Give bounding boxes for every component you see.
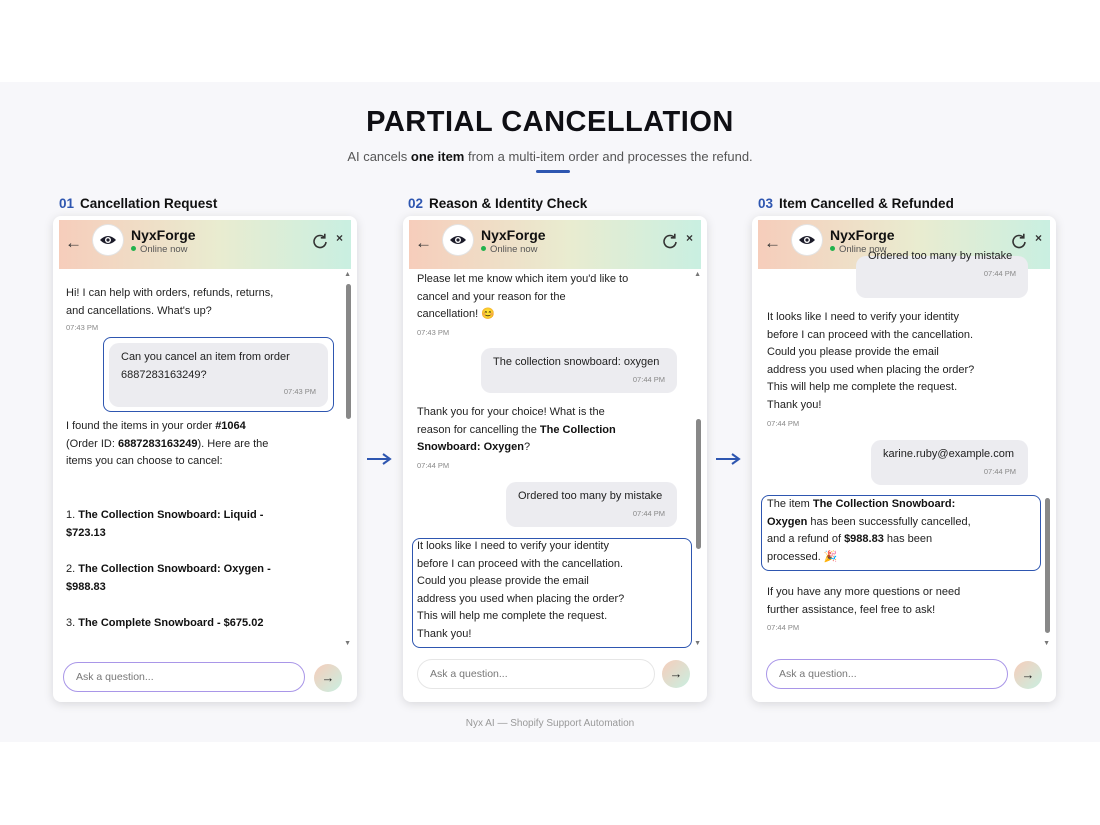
close-icon[interactable]: × bbox=[335, 231, 343, 245]
message-time: 07:44 PM bbox=[417, 461, 450, 470]
scroll-down-icon[interactable]: ▼ bbox=[1043, 640, 1050, 647]
page-subtitle: AI cancels one item from a multi-item order and processes the refund. bbox=[347, 149, 753, 164]
chat-header bbox=[409, 220, 701, 269]
message-time: 07:44 PM bbox=[767, 623, 800, 632]
user-message: Ordered too many by mistake 07:44 PM bbox=[506, 482, 677, 527]
back-arrow-icon[interactable]: ← bbox=[65, 233, 82, 252]
page-title: PARTIAL CANCELLATION bbox=[366, 106, 734, 138]
scroll-up-icon[interactable]: ▲ bbox=[344, 271, 351, 278]
user-message: Can you cancel an item from order 6887283163249? 07:43 PM bbox=[109, 343, 328, 407]
user-message: The collection snowboard: oxygen 07:44 PM bbox=[481, 348, 677, 393]
chat-input[interactable]: Ask a question... bbox=[63, 662, 305, 692]
flow-arrow-icon bbox=[716, 452, 742, 466]
chat-header bbox=[59, 220, 351, 269]
order-item: 2. The Collection Snowboard: Oxygen - $988.83 bbox=[66, 563, 271, 593]
online-dot-icon bbox=[481, 246, 486, 251]
bot-message: It looks like I need to verify your identity before I can proceed with the cancellation. Could you please provide the email address you used when placing the order? This will help me complete the request. Thank you! bbox=[767, 311, 975, 411]
message-time: 07:44 PM bbox=[767, 419, 800, 428]
brand-name: NyxForge bbox=[830, 227, 895, 243]
bot-message: Thank you for your choice! What is the reason for cancelling the The Collection Snowboard: Oxygen? bbox=[417, 406, 616, 453]
scroll-down-icon[interactable]: ▼ bbox=[344, 640, 351, 647]
online-status: Online now bbox=[481, 244, 538, 255]
send-button[interactable]: → bbox=[1014, 661, 1042, 689]
brand-name: NyxForge bbox=[131, 227, 196, 243]
nyxforge-logo-icon bbox=[443, 225, 473, 255]
user-message: karine.ruby@example.com 07:44 PM bbox=[871, 440, 1028, 485]
order-item: 3. The Complete Snowboard - $675.02 bbox=[66, 617, 264, 629]
back-arrow-icon[interactable]: ← bbox=[415, 233, 432, 252]
online-status: Online now bbox=[131, 244, 188, 255]
refresh-icon[interactable] bbox=[311, 232, 329, 250]
scrollbar-thumb[interactable] bbox=[696, 419, 701, 549]
title-underline bbox=[536, 170, 570, 173]
bot-message: I found the items in your order #1064 (Order ID: 6887283163249). Here are the items you can choose to cancel: bbox=[66, 420, 269, 467]
online-dot-icon bbox=[830, 246, 835, 251]
scrollbar-thumb[interactable] bbox=[346, 284, 351, 419]
bot-message: If you have any more questions or need further assistance, feel free to ask! bbox=[767, 586, 961, 616]
scrollbar-thumb[interactable] bbox=[1045, 498, 1050, 633]
chat-input[interactable]: Ask a question... bbox=[766, 659, 1008, 689]
send-button[interactable]: → bbox=[314, 664, 342, 692]
scroll-down-icon[interactable]: ▼ bbox=[694, 640, 701, 647]
chat-input[interactable]: Ask a question... bbox=[417, 659, 655, 689]
bot-message: It looks like I need to verify your identity before I can proceed with the cancellation. Could you please provide the email address you used when placing the order? This will help me complete the request. Thank you! bbox=[417, 540, 625, 640]
step-label-3: 03 Item Cancelled & Refunded bbox=[758, 196, 954, 211]
message-time: 07:43 PM bbox=[66, 323, 99, 332]
bot-message: Please let me know which item you'd like to cancel and your reason for the cancellation! 😊 bbox=[417, 273, 629, 320]
bot-message: Hi! I can help with orders, refunds, returns, and cancellations. What's up? bbox=[66, 287, 274, 317]
nyxforge-logo-icon bbox=[792, 225, 822, 255]
close-icon[interactable]: × bbox=[1034, 231, 1042, 245]
flow-arrow-icon bbox=[367, 452, 393, 466]
chat-panel-1 bbox=[53, 216, 357, 702]
step-label-1: 01 Cancellation Request bbox=[59, 196, 218, 211]
brand-name: NyxForge bbox=[481, 227, 546, 243]
send-button[interactable]: → bbox=[662, 660, 690, 688]
step-label-2: 02 Reason & Identity Check bbox=[408, 196, 588, 211]
chat-panel-3 bbox=[752, 216, 1056, 702]
user-message: Ordered too many by mistake 07:44 PM bbox=[856, 256, 1028, 298]
back-arrow-icon[interactable]: ← bbox=[764, 233, 781, 252]
refresh-icon[interactable] bbox=[661, 232, 679, 250]
online-status: Online now bbox=[830, 244, 887, 255]
close-icon[interactable]: × bbox=[685, 231, 693, 245]
online-dot-icon bbox=[131, 246, 136, 251]
bot-message: The item The Collection Snowboard: Oxygen has been successfully cancelled, and a refund of $988.83 has been processed. 🎉 bbox=[767, 498, 971, 563]
chat-panel-2 bbox=[403, 216, 707, 702]
nyxforge-logo-icon bbox=[93, 225, 123, 255]
footer-caption: Nyx AI — Shopify Support Automation bbox=[465, 718, 635, 729]
scroll-up-icon[interactable]: ▲ bbox=[694, 271, 701, 278]
order-item: 1. The Collection Snowboard: Liquid - $723.13 bbox=[66, 509, 264, 539]
message-time: 07:43 PM bbox=[417, 328, 450, 337]
